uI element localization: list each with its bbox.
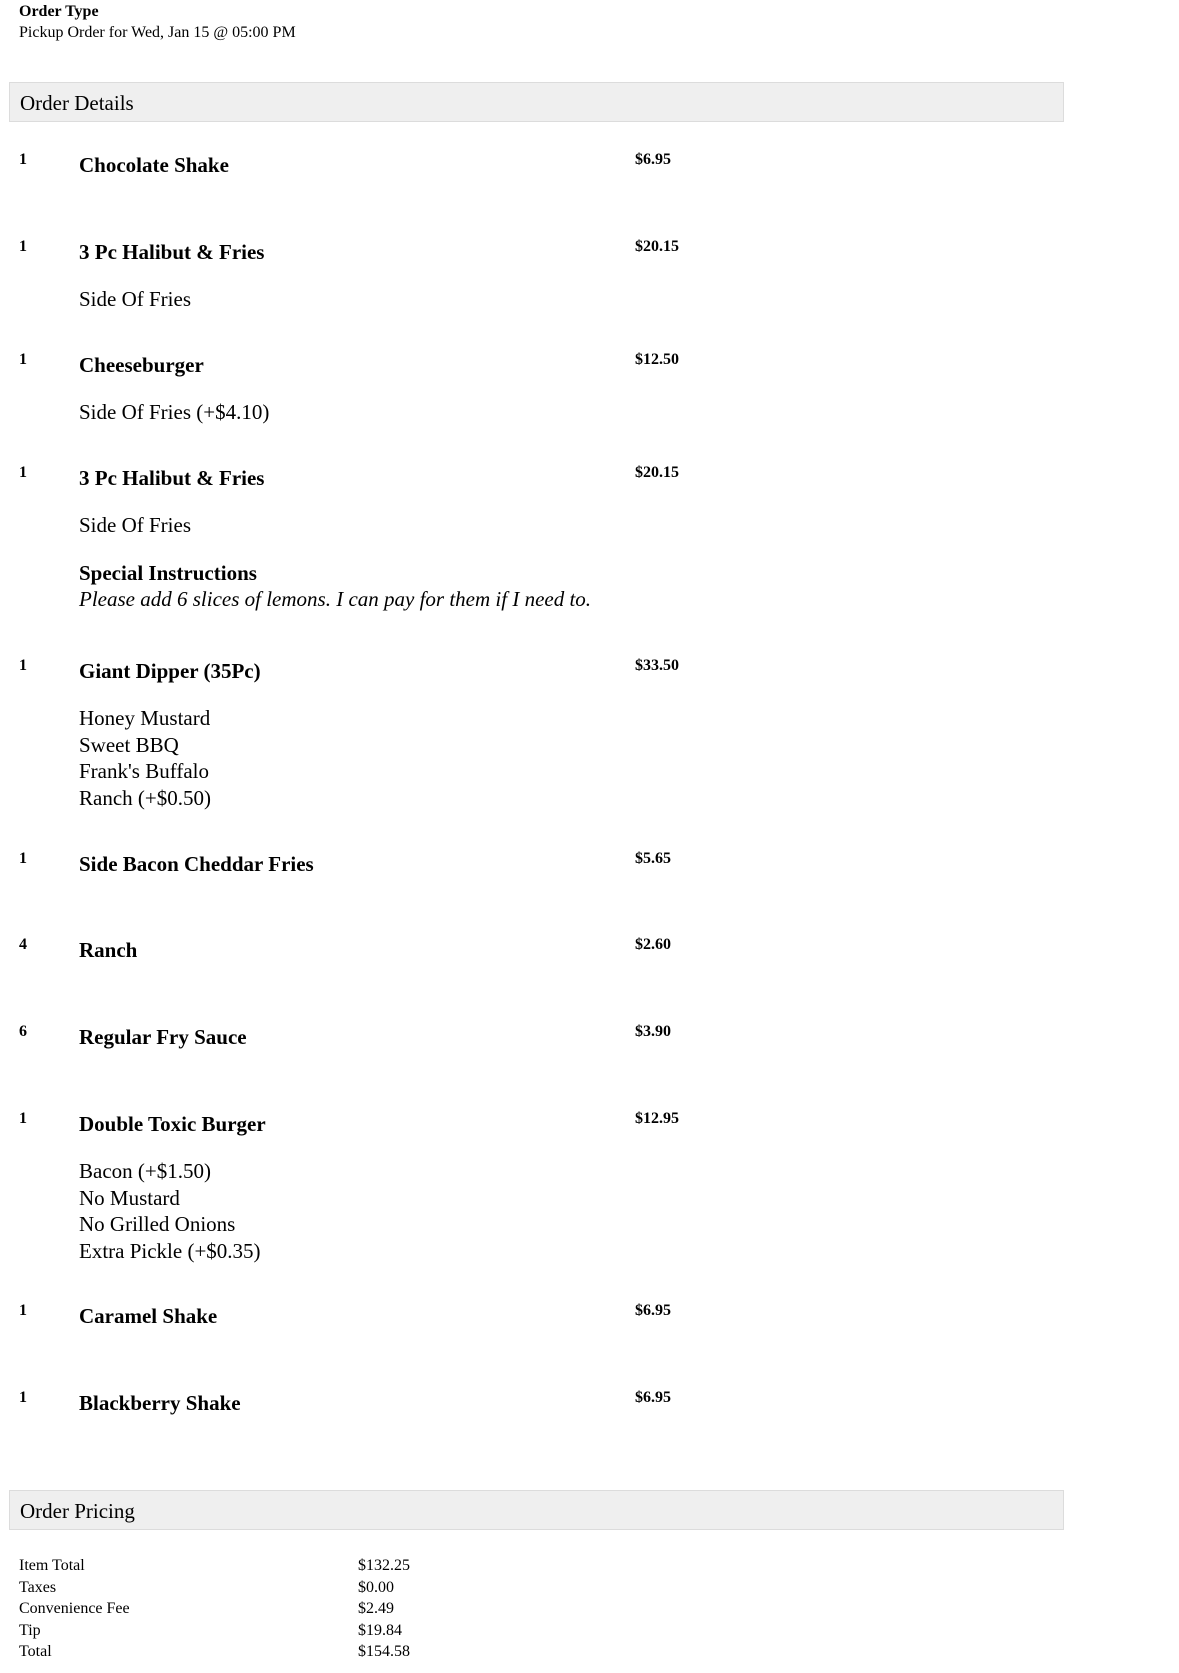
item-quantity: 6 [19,1023,27,1040]
item-price: $20.15 [635,238,679,255]
item-quantity: 1 [19,657,27,674]
item-price: $3.90 [635,1023,671,1040]
item-quantity: 1 [19,464,27,481]
item-modifier: Bacon (+$1.50) [79,1159,211,1183]
pricing-value: $19.84 [358,1621,402,1639]
item-name: Cheeseburger [79,353,204,377]
item-modifier: Side Of Fries [79,287,191,311]
pricing-row [19,1555,519,1577]
item-quantity: 1 [19,1389,27,1406]
item-name: Double Toxic Burger [79,1112,266,1136]
item-modifiers [79,286,191,313]
item-modifiers [79,512,191,539]
order-details-header [9,82,1064,122]
pricing-value: $154.58 [358,1643,410,1661]
pricing-label: Convenience Fee [19,1600,130,1618]
item-modifier: Frank's Buffalo [79,759,209,783]
item-name: Chocolate Shake [79,153,229,177]
item-name: 3 Pc Halibut & Fries [79,240,265,264]
item-modifier: Side Of Fries [79,513,191,537]
item-modifier: Honey Mustard [79,706,211,730]
item-quantity: 4 [19,936,27,953]
pricing-label: Item Total [19,1557,85,1574]
item-name: 3 Pc Halibut & Fries [79,466,265,490]
pricing-label: Taxes [19,1578,57,1596]
item-name: Caramel Shake [79,1304,218,1328]
item-quantity: 1 [19,351,27,368]
order-pricing-title: Order Pricing [20,1499,135,1523]
item-quantity: 1 [19,238,27,255]
pricing-value: $2.49 [358,1600,394,1618]
pricing-row [19,1577,519,1599]
item-quantity: 1 [19,1110,27,1127]
pricing-value: $0.00 [358,1578,394,1596]
item-modifier: Extra Pickle (+$0.35) [79,1238,261,1263]
item-price: $12.95 [635,1110,679,1127]
item-name: Blackberry Shake [79,1391,241,1415]
order-pricing-header [9,1490,1064,1530]
item-quantity: 1 [19,1302,27,1319]
order-type-value: Pickup Order for Wed, Jan 15 @ 05:00 PM [19,24,296,41]
item-price: $12.50 [635,351,679,368]
pricing-value: $132.25 [358,1557,410,1574]
pricing-row [19,1641,519,1663]
item-modifier: No Mustard [79,1185,180,1210]
item-name: Side Bacon Cheddar Fries [79,852,314,876]
pricing-row [19,1620,519,1642]
item-modifier: Sweet BBQ [79,732,179,757]
item-name: Regular Fry Sauce [79,1025,247,1049]
item-price: $6.95 [635,1389,671,1406]
item-price: $6.95 [635,1302,671,1319]
item-price: $20.15 [635,464,679,481]
special-instructions-text: Please add 6 slices of lemons. I can pay for them if I need to. [79,587,592,611]
order-type-label: Order Type [19,3,99,20]
item-modifier: Ranch (+$0.50) [79,785,211,810]
special-instructions [79,560,591,612]
item-price: $33.50 [635,657,679,674]
item-modifiers [79,399,269,426]
item-price: $6.95 [635,151,671,168]
item-name: Ranch [79,938,138,962]
order-type-block [19,2,296,44]
item-quantity: 1 [19,151,27,168]
special-instructions-label: Special Instructions [79,561,257,585]
pricing-row [19,1598,519,1620]
item-price: $5.65 [635,850,671,867]
item-name: Giant Dipper (35Pc) [79,659,261,683]
item-modifiers [79,1158,261,1264]
item-quantity: 1 [19,850,27,867]
item-modifier: No Grilled Onions [79,1212,236,1236]
item-price: $2.60 [635,936,671,953]
item-modifiers [79,705,211,811]
pricing-label: Tip [19,1621,41,1639]
item-modifier: Side Of Fries (+$4.10) [79,400,270,424]
order-details-title: Order Details [20,91,134,115]
pricing-label: Total [19,1643,52,1661]
order-pricing-table [19,1555,519,1663]
